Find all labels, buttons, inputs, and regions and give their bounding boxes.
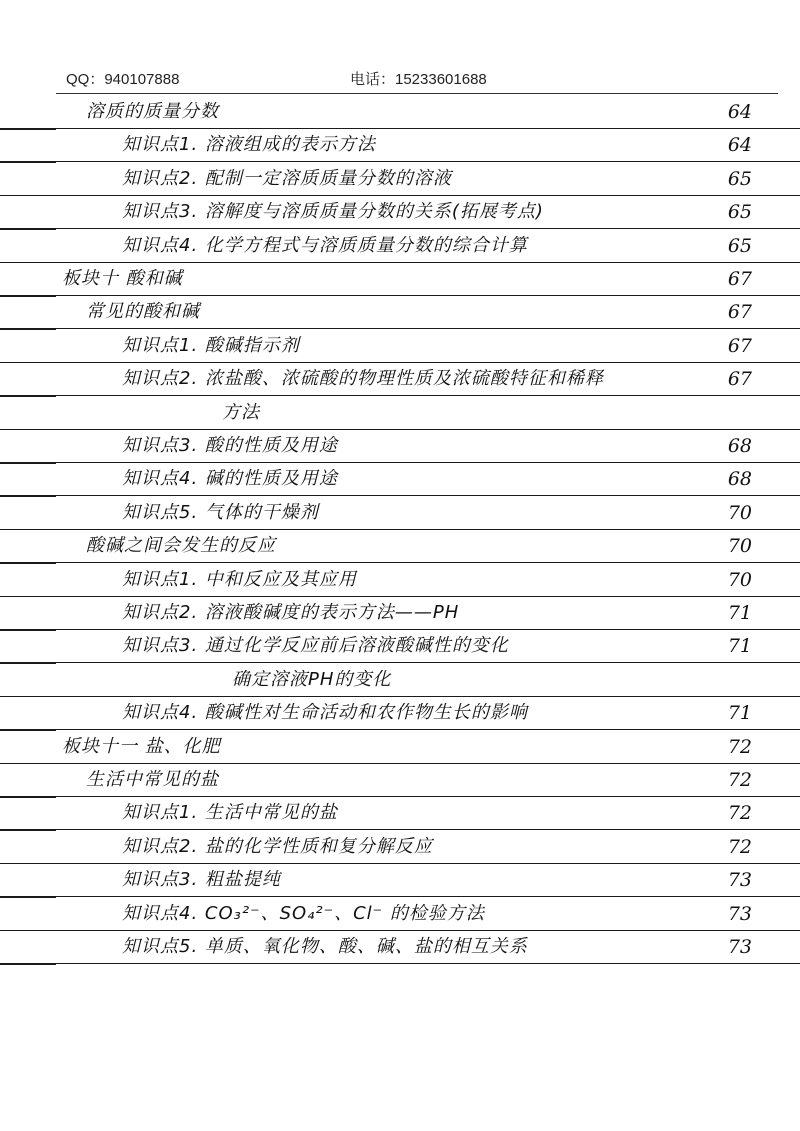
toc-entry-page: 67	[727, 368, 752, 391]
toc-entry-title: 方法	[222, 401, 260, 423]
toc-entry-title: 板块十 酸和碱	[62, 268, 183, 289]
toc-entry-title: 确定溶液PH的变化	[232, 668, 392, 690]
toc-row	[0, 330, 800, 363]
toc-entry-page: 72	[727, 835, 752, 858]
toc-row	[0, 864, 800, 897]
header-rule	[56, 93, 778, 94]
toc-row	[0, 797, 800, 830]
toc-row	[0, 764, 800, 797]
toc-row	[0, 397, 800, 430]
toc-entry-page: 67	[727, 268, 752, 290]
toc-entry-title: 知识点5. 单质、氧化物、酸、碱、盐的相互关系	[122, 936, 528, 957]
toc-row	[0, 430, 800, 463]
toc-entry-page: 72	[727, 735, 752, 758]
toc-entry-title: 知识点2. 溶液酸碱度的表示方法——PH	[122, 602, 460, 623]
toc-row	[0, 230, 800, 263]
toc-row	[0, 731, 800, 764]
toc-row	[0, 263, 800, 296]
toc-entry-page: 68	[727, 468, 752, 491]
toc-entry-title: 知识点1. 酸碱指示剂	[122, 334, 300, 356]
toc-entry-title: 知识点4. 酸碱性对生命活动和农作物生长的影响	[122, 702, 528, 724]
toc-entry-title: 知识点3. 通过化学反应前后溶液酸碱性的变化	[122, 635, 509, 657]
toc-entry-title: 知识点2. 盐的化学性质和复分解反应	[122, 835, 433, 857]
toc-entry-title: 知识点5. 气体的干燥剂	[122, 501, 319, 523]
toc-entry-page: 65	[727, 167, 752, 190]
page-header	[0, 64, 800, 92]
toc-entry-title: 知识点4. 化学方程式与溶质质量分数的综合计算	[122, 234, 528, 256]
toc-entry-page: 73	[727, 936, 752, 958]
toc-entry-title: 知识点3. 酸的性质及用途	[122, 435, 338, 456]
toc-row	[0, 530, 800, 563]
toc-entry-title: 板块十一 盐、化肥	[62, 735, 221, 757]
toc-entry-page: 71	[727, 602, 752, 624]
toc-entry-page: 70	[727, 501, 752, 524]
toc-row	[0, 363, 800, 396]
toc-row	[0, 664, 800, 697]
toc-entry-page: 70	[727, 535, 752, 558]
phone-contact: 电话：15233601688	[350, 71, 487, 88]
toc-entry-title: 知识点1. 中和反应及其应用	[122, 568, 357, 590]
toc-entry-page: 65	[727, 234, 752, 257]
toc-entry-title: 知识点4. CO₃²⁻、SO₄²⁻、Cl⁻ 的检验方法	[122, 902, 485, 924]
toc-entry-page: 72	[727, 769, 752, 791]
toc-entry-title: 知识点2. 配制一定溶质质量分数的溶液	[122, 167, 452, 189]
toc-entry-title: 知识点4. 碱的性质及用途	[122, 468, 338, 490]
toc-row	[0, 630, 800, 663]
toc-row	[0, 163, 800, 196]
toc-entry-title: 知识点1. 溶液组成的表示方法	[122, 134, 376, 156]
toc-entry-page: 68	[727, 435, 752, 457]
toc-entry-page: 64	[727, 134, 752, 157]
toc-entry-page: 72	[727, 802, 752, 825]
toc-entry-page: 71	[727, 635, 752, 658]
toc-row	[0, 96, 800, 129]
toc-entry-title: 酸碱之间会发生的反应	[86, 535, 276, 557]
toc-row	[0, 129, 800, 162]
toc-entry-title: 溶质的质量分数	[86, 101, 219, 122]
toc-entry-page: 65	[727, 201, 752, 224]
toc-entry-page: 67	[727, 334, 752, 357]
toc-entry-page: 70	[727, 568, 752, 591]
toc-row	[0, 463, 800, 496]
toc-entry-page: 64	[727, 101, 752, 123]
toc-row	[0, 597, 800, 630]
toc-row	[0, 564, 800, 597]
toc-entry-page: 67	[727, 301, 752, 324]
toc-entry-page: 73	[727, 869, 752, 892]
toc-entry-page: 71	[727, 702, 752, 725]
toc-entry-title: 知识点2. 浓盐酸、浓硫酸的物理性质及浓硫酸特征和稀释	[122, 368, 604, 390]
toc-row	[0, 497, 800, 530]
toc-entry-title: 知识点1. 生活中常见的盐	[122, 802, 338, 824]
toc-entry-title: 知识点3. 粗盐提纯	[122, 869, 281, 891]
toc-entry-title: 知识点3. 溶解度与溶质质量分数的关系(拓展考点)	[122, 201, 544, 223]
qq-contact: QQ：940107888	[66, 71, 180, 88]
toc-row	[0, 196, 800, 229]
toc-entry-page: 73	[727, 902, 752, 925]
toc-row	[0, 296, 800, 329]
toc-entry-title: 常见的酸和碱	[86, 301, 200, 323]
toc-row	[0, 931, 800, 964]
toc-entry-title: 生活中常见的盐	[86, 769, 219, 790]
toc-row	[0, 831, 800, 864]
toc-row	[0, 898, 800, 931]
toc-row	[0, 697, 800, 730]
